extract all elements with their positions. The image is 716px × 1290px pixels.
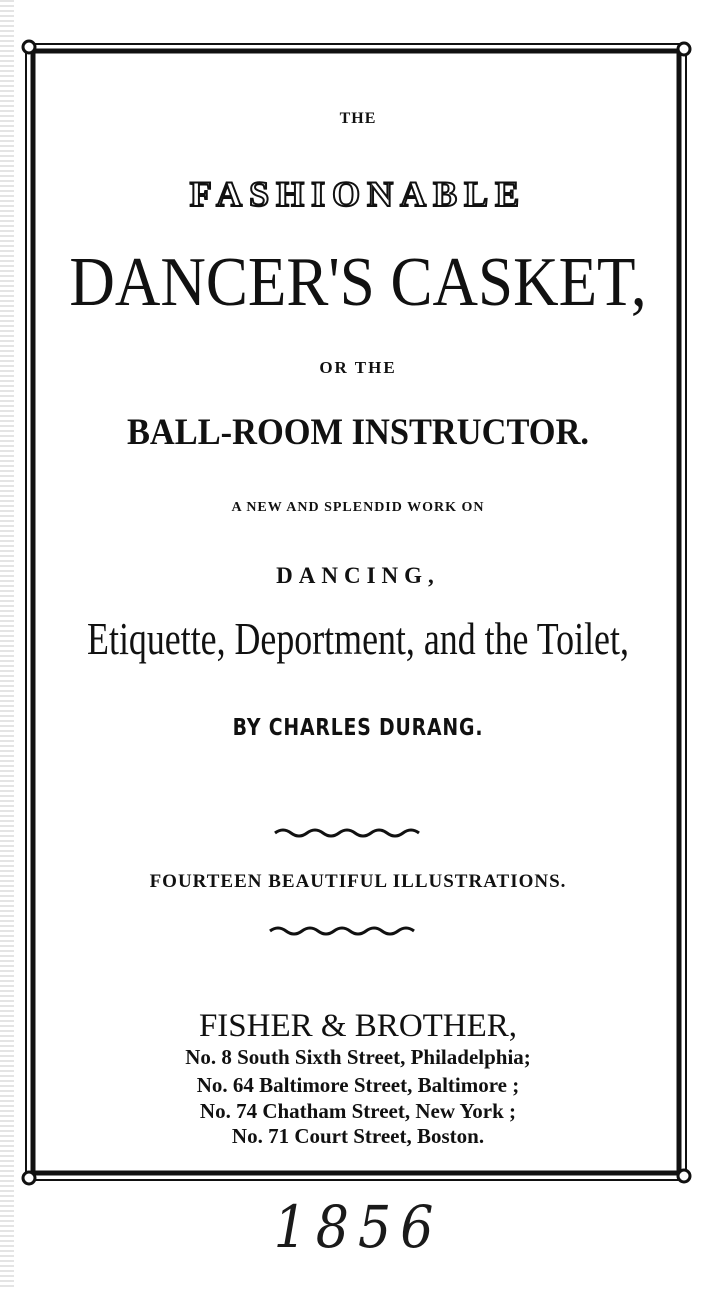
address-line: No. 8 South Sixth Street, Philadelphia; [185, 1045, 531, 1069]
wavy-rule-lower [270, 928, 414, 934]
topics-line: Etiquette, Deportment, and the Toilet, [87, 613, 629, 664]
main-title: DANCER'S CASKET, [69, 244, 647, 321]
handwritten-date: 1856 [273, 1193, 443, 1261]
title-or-the: OR THE [319, 358, 397, 377]
address-line: No. 71 Court Street, Boston. [231, 1124, 485, 1148]
dancing-heading: DANCING, [276, 563, 440, 588]
address-line: No. 64 Baltimore Street, Baltimore ; [196, 1073, 520, 1097]
author-line: BY CHARLES DURANG. [232, 715, 484, 741]
publisher-name: FISHER & BROTHER, [198, 1008, 518, 1044]
subtitle: BALL-ROOM INSTRUCTOR. [126, 412, 590, 453]
title-fashionable: FASHIONABLE [189, 174, 527, 214]
wavy-rule-upper [275, 830, 419, 836]
description-line: A NEW AND SPLENDID WORK ON [231, 500, 485, 515]
title-the: THE [339, 110, 377, 127]
illustrations-line: FOURTEEN BEAUTIFUL ILLUSTRATIONS. [149, 871, 567, 892]
address-line: No. 74 Chatham Street, New York ; [199, 1099, 517, 1123]
